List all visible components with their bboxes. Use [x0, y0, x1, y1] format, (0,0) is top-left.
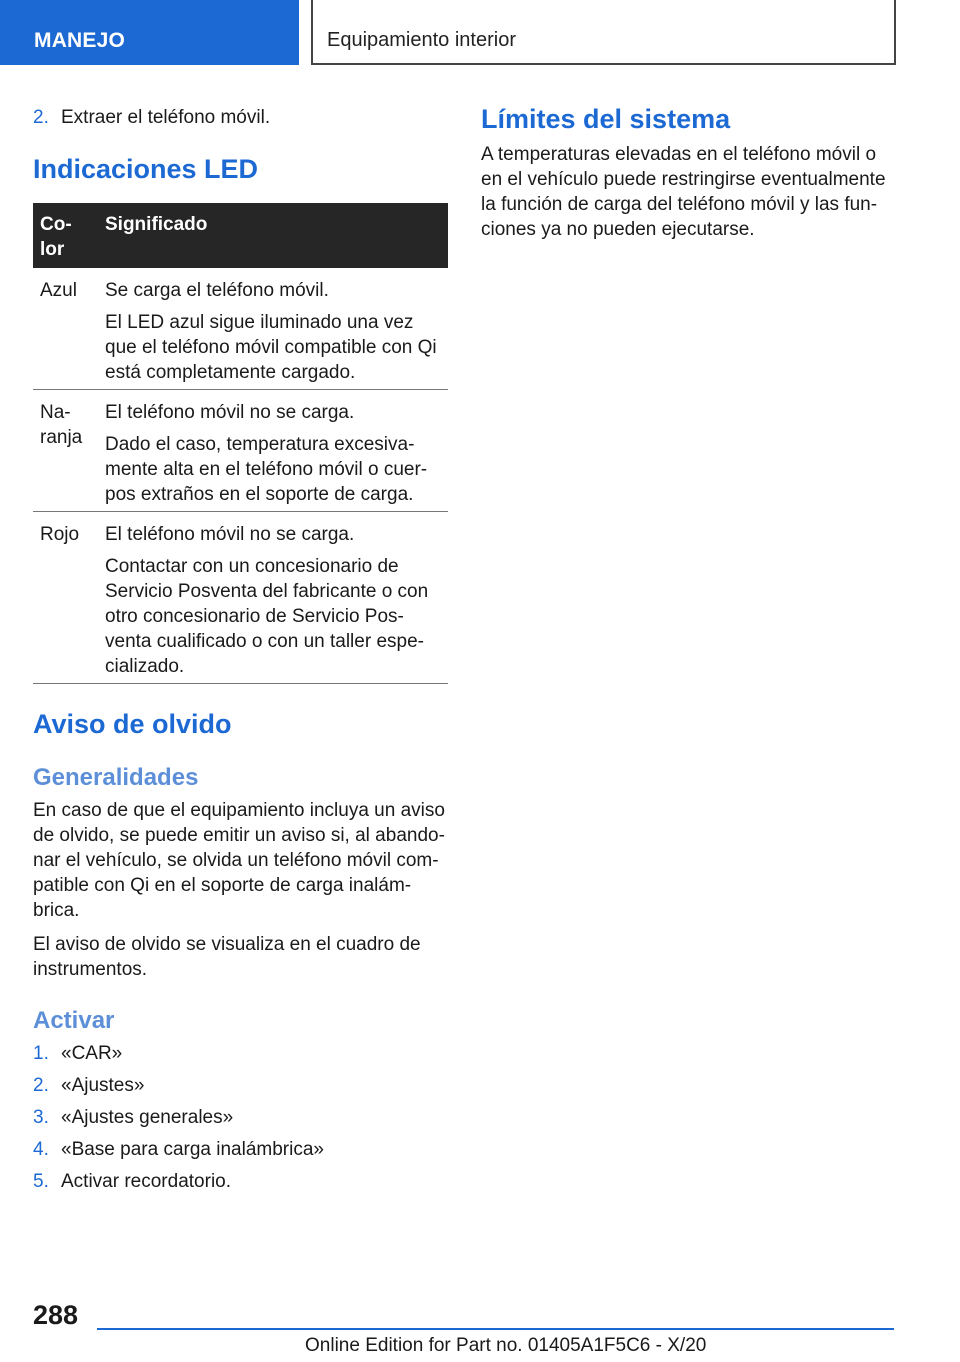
row-line: Contactar con un concesionario de Servicio Posventa del fabricante o con otro concesionario de Servicio Pos-venta cualificado o con un taller espe-cializado.	[105, 556, 429, 677]
limites-heading: Límites del sistema	[481, 104, 731, 134]
step-number: 2.	[33, 107, 49, 128]
row-color: Azul	[40, 280, 77, 301]
header-color: Co- lor	[40, 214, 72, 260]
led-table-header	[33, 203, 448, 268]
footer-divider	[97, 1328, 894, 1330]
step-number: 1.	[33, 1043, 49, 1064]
row-color: Rojo	[40, 524, 80, 545]
step-number: 4.	[33, 1139, 49, 1160]
generalidades-heading: Generalidades	[33, 764, 199, 791]
chapter-tab	[311, 0, 896, 65]
row-line: El LED azul sigue iluminado una vez que el teléfono móvil compatible con Qi está completamente cargado.	[105, 312, 437, 383]
chapter-title: Equipamiento interior	[327, 29, 516, 51]
row-line: El teléfono móvil no se carga.	[105, 402, 355, 423]
step-number: 5.	[33, 1171, 49, 1192]
row-color: Na- ranja	[40, 402, 83, 448]
led-heading: Indicaciones LED	[33, 154, 259, 184]
row-meaning	[105, 400, 448, 514]
step-number: 3.	[33, 1107, 49, 1128]
table-row	[33, 268, 448, 390]
page-number: 288	[33, 1300, 79, 1330]
row-meaning	[105, 278, 448, 392]
generalidades-paragraph-2: El aviso de olvido se visualiza en el cuadro de instrumentos.	[33, 934, 421, 980]
generalidades-paragraph: En caso de que el equipamiento incluya un aviso de olvido, se puede emitir un aviso si, al abando-nar el vehículo, se olvida un teléfono móvil com-patible con Qi en el soporte de carga inalám-brica.	[33, 800, 445, 921]
limites-paragraph: A temperaturas elevadas en el teléfono móvil o en el vehículo puede restringirse eventualmente la función de carga del teléfono móvil y las fun-ciones ya no pueden ejecutarse.	[481, 144, 886, 240]
aviso-heading: Aviso de olvido	[33, 709, 232, 739]
header-meaning: Significado	[105, 214, 208, 235]
activar-heading: Activar	[33, 1007, 115, 1034]
row-line: Dado el caso, temperatura excesiva-mente alta en el teléfono móvil o cuer-pos extraños en el soporte de carga.	[105, 434, 428, 505]
row-line: El teléfono móvil no se carga.	[105, 524, 355, 545]
step-number: 2.	[33, 1075, 49, 1096]
step-text: «CAR»	[61, 1043, 123, 1064]
row-line: Se carga el teléfono móvil.	[105, 280, 329, 301]
table-row	[33, 512, 448, 684]
step-text: «Base para carga inalámbrica»	[61, 1139, 324, 1160]
row-meaning	[105, 522, 448, 686]
step-text: Extraer el teléfono móvil.	[61, 107, 271, 128]
section-title: MANEJO	[34, 29, 126, 52]
step-text: Activar recordatorio.	[61, 1171, 232, 1192]
step-text: «Ajustes»	[61, 1075, 145, 1096]
edition-note: Online Edition for Part no. 01405A1F5C6 - X/20	[305, 1335, 707, 1356]
step-text: «Ajustes generales»	[61, 1107, 234, 1128]
table-row	[33, 390, 448, 512]
section-tab	[0, 0, 299, 65]
